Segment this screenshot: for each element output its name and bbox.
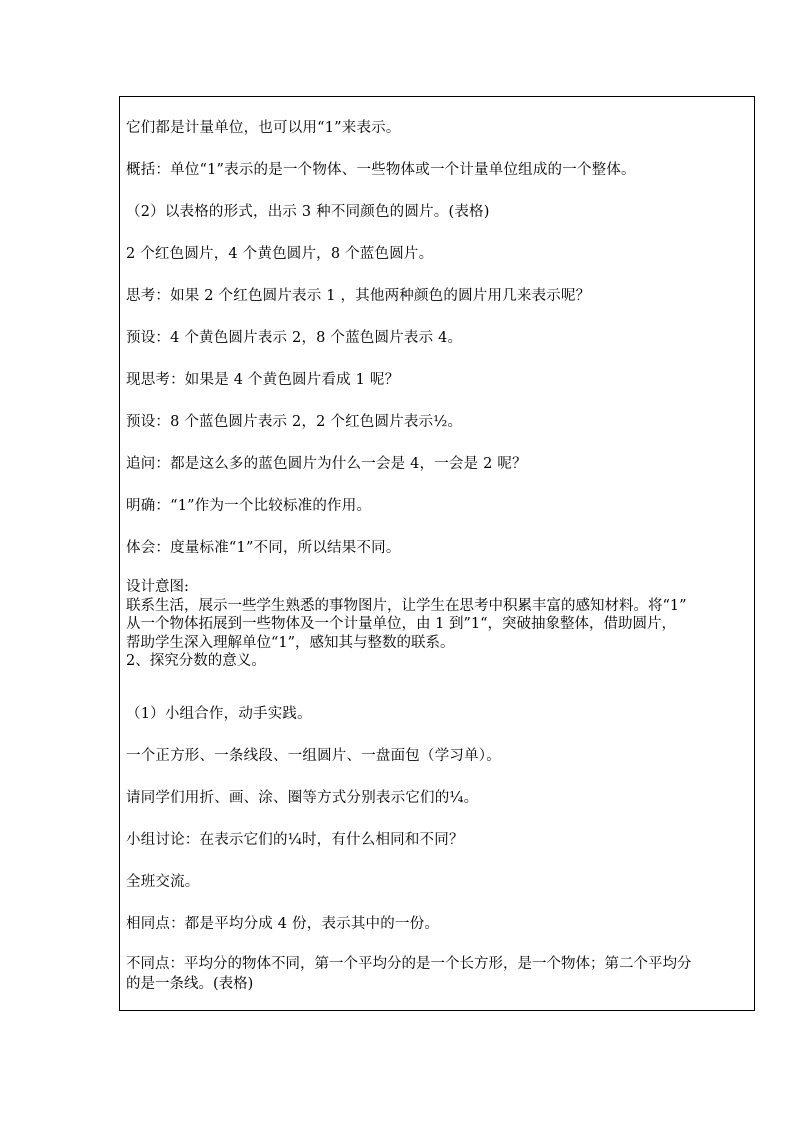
paragraph-think: 思考：如果 2 个红色圆片表示 1 ，其他两种颜色的圆片用几来表示呢？: [126, 288, 591, 304]
paragraph-group-work: （1）小组合作，动手实践。: [126, 706, 312, 722]
design-intent-line: 帮助学生深入理解单位“1”，感知其与整数的联系。: [126, 634, 455, 651]
design-intent-line: 联系生活，展示一些学生熟悉的事物图片，让学生在思考中积累丰富的感知材料。将“1”: [126, 597, 687, 614]
difference-line: 的是一条线。(表格): [126, 976, 254, 992]
paragraph-preset-2: 预设：8 个蓝色圆片表示 2，2 个红色圆片表示½。: [126, 414, 463, 430]
paragraph-materials: 一个正方形、一条线段、一组圆片、一盘面包（学习单）。: [126, 748, 501, 764]
paragraph-units: 它们都是计量单位，也可以用“1”来表示。: [126, 120, 401, 136]
paragraph-discussion: 小组讨论：在表示它们的¼时，有什么相同和不同？: [126, 832, 464, 848]
lesson-table-cell: [119, 96, 755, 1011]
paragraph-instruction: 请同学们用折、画、涂、圈等方式分别表示它们的¼。: [126, 790, 479, 806]
design-intent-block: [126, 578, 748, 671]
difference-line: 不同点：平均分的物体不同，第一个平均分的是一个长方形，是一个物体；第二个平均分: [126, 956, 692, 972]
design-intent-title: 设计意图:: [126, 579, 189, 595]
paragraph-difference: [126, 954, 748, 994]
paragraph-clarify: 明确：“1”作为一个比较标准的作用。: [126, 498, 372, 514]
paragraph-class-exchange: 全班交流。: [126, 874, 200, 890]
paragraph-followup: 追问：都是这么多的蓝色圆片为什么一会是 4，一会是 2 呢？: [126, 456, 527, 472]
section-heading: 2、探究分数的意义。: [126, 653, 266, 669]
paragraph-experience: 体会：度量标准“1”不同，所以结果不同。: [126, 540, 401, 556]
paragraph-circles: 2 个红色圆片，4 个黄色圆片，8 个蓝色圆片。: [126, 246, 434, 262]
paragraph-summary: 概括：单位“1”表示的是一个物体、一些物体或一个计量单位组成的一个整体。: [126, 162, 636, 178]
paragraph-preset-1: 预设：4 个黄色圆片表示 2，8 个蓝色圆片表示 4。: [126, 330, 463, 346]
design-intent-line: 从一个物体拓展到一些物体及一个计量单位，由 1 到”1“，突破抽象整体，借助圆片，: [126, 616, 676, 632]
paragraph-table-intro: （2）以表格的形式，出示 3 种不同颜色的圆片。(表格): [126, 204, 490, 220]
paragraph-rethink: 现思考：如果是 4 个黄色圆片看成 1 呢？: [126, 372, 400, 388]
paragraph-similarity: 相同点：都是平均分成 4 份，表示其中的一份。: [126, 916, 440, 932]
